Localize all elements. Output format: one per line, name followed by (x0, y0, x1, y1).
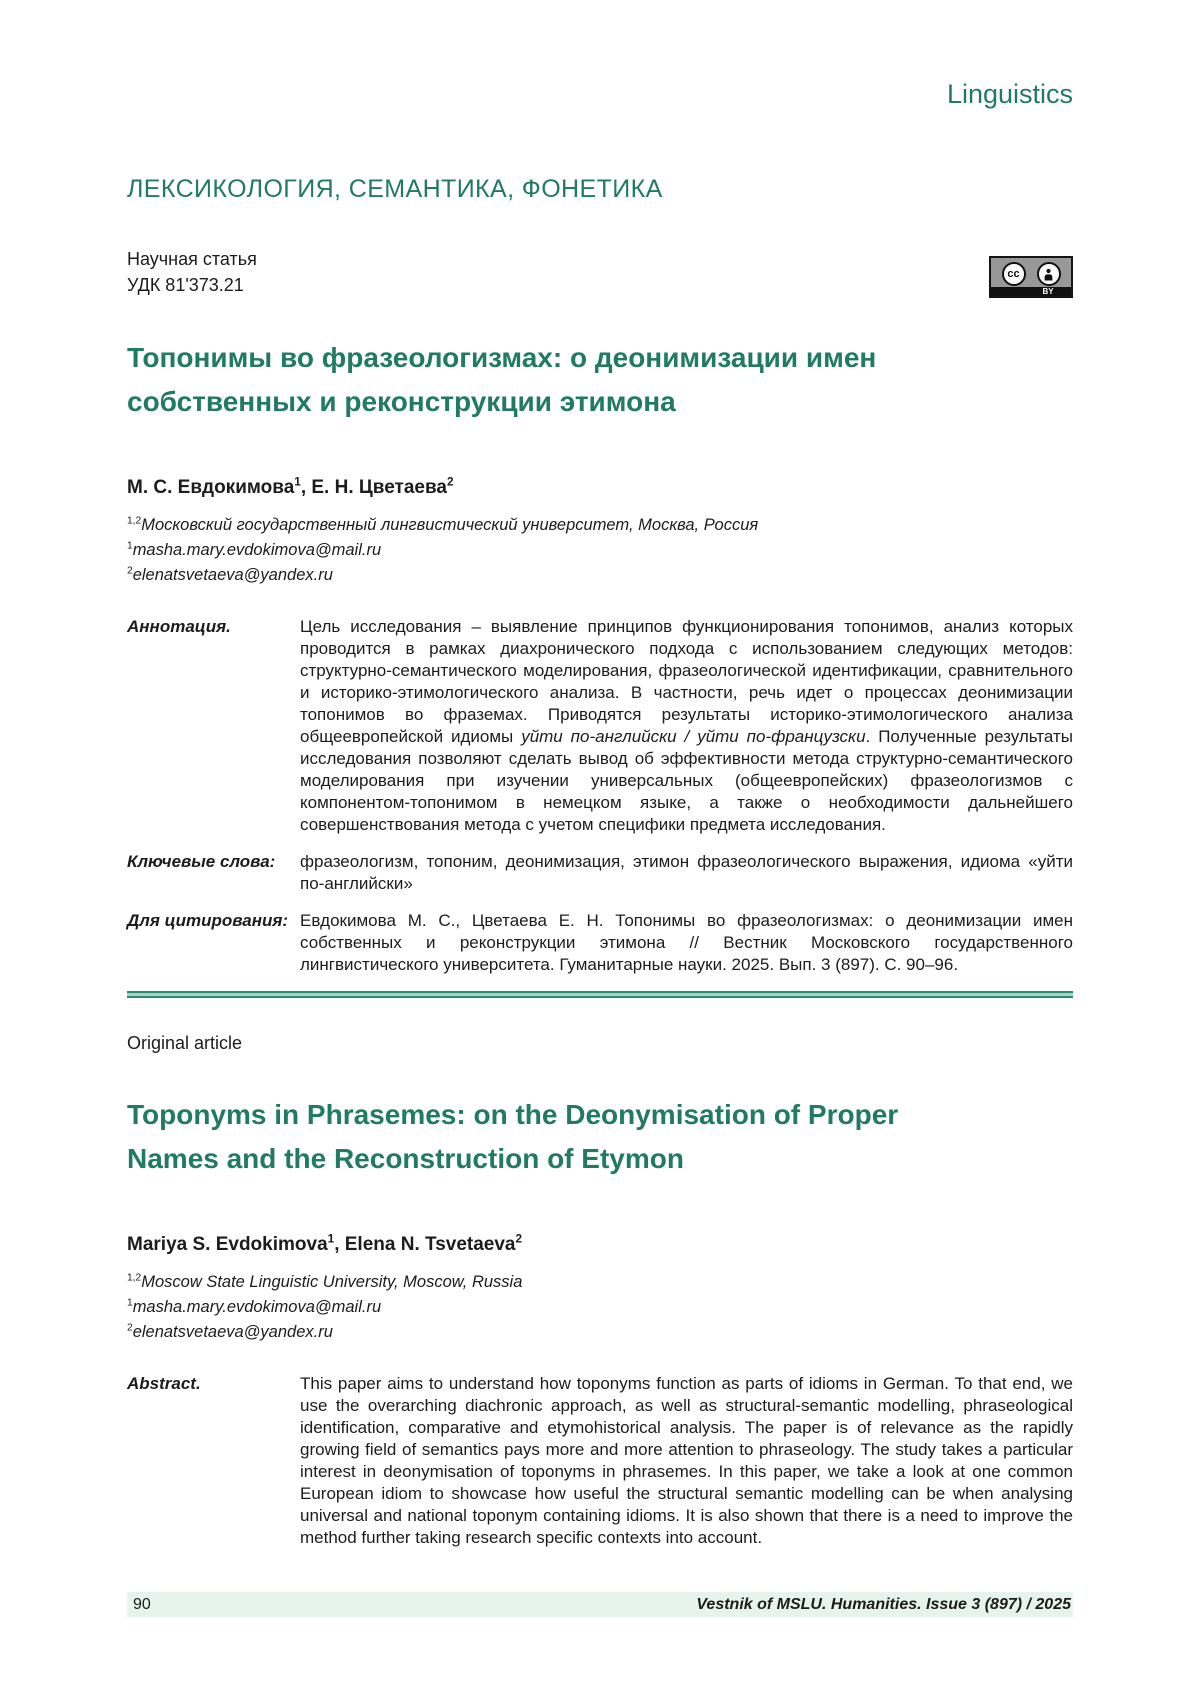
article-title-en-line1: Toponyms in Phrasemes: on the Deonymisation of Proper (127, 1099, 899, 1130)
affiliation-block-en (127, 1270, 1073, 1345)
citation-label: Для цитирования: (127, 911, 289, 930)
journal-section-label: Linguistics (946, 79, 1073, 109)
article-meta-row (127, 246, 1073, 298)
abstract-block-en (127, 1373, 1073, 1549)
affiliation-ru: $^{1,2}$Московский государственный лингвистический университет, Москва, Россия (127, 515, 759, 534)
keywords-label: Ключевые слова: (127, 852, 276, 871)
keywords-row (127, 851, 1073, 895)
section-divider (127, 991, 1073, 998)
authors-ru: М. С. Евдокимова$^1$, Е. Н. Цветаева$^2$ (127, 475, 454, 498)
abstract-row (127, 1373, 1073, 1549)
cc-by-label: BY (1042, 287, 1054, 296)
affiliation-en: $^{1,2}$Moscow State Linguistic University, Moscow, Russia (127, 1272, 523, 1291)
citation-row (127, 910, 1073, 976)
article-type-ru: Научная статья (127, 249, 257, 269)
annotation-row (127, 616, 1073, 836)
abstract-label: Abstract. (127, 1374, 201, 1393)
abstract-text: This paper aims to understand how toponyms function as parts of idioms in German. To that end, we use the overarching diachronic approach, as well as structural-semantic modelling, phraseological identification, comparative and etymohistorical analysis. The paper is of relevance as the rapidly growing field of semantics pays more and more attention to phraseology. The study takes a particular interest in deonymisation of toponyms in phrasemes. In this paper, we take a look at one common European idiom to showcase how useful the structural semantic modelling can be when analysing universal and national toponym containing idioms. It is also shown that there is a need to improve the method further taking research specific contexts into account. (300, 1374, 1073, 1547)
article-title-en (127, 1093, 1073, 1181)
affiliation-block-ru (127, 513, 1073, 588)
author-email-1: $^1$masha.mary.evdokimova@mail.ru (127, 540, 382, 559)
article-meta (127, 246, 257, 298)
cc-by-strip (991, 287, 1071, 296)
author-email-1-en: $^1$masha.mary.evdokimova@mail.ru (127, 1297, 382, 1316)
article-type-en: Original article (127, 1033, 243, 1053)
page-number: 90 (133, 1595, 151, 1613)
person-icon (1037, 262, 1061, 286)
article-title-en-line2: Names and the Reconstruction of Etymon (127, 1143, 684, 1174)
author-email-2: $^2$elenatsvetaeva@yandex.ru (127, 565, 333, 584)
keywords-text: фразеологизм, топоним, деонимизация, этимон фразеологического выражения, идиома «уйти по-английски» (300, 852, 1073, 893)
cc-by-badge (989, 256, 1073, 298)
article-title-ru-line1: Топонимы во фразеологизмах: о деонимизации имен (127, 342, 877, 373)
article-title-ru-line2: собственных и реконструкции этимона (127, 386, 676, 417)
author-email-2-en: $^2$elenatsvetaeva@yandex.ru (127, 1322, 333, 1341)
cc-icon: cc (1002, 262, 1026, 286)
page-footer (127, 1592, 1073, 1617)
abstract-block-ru (127, 616, 1073, 976)
article-title-ru (127, 336, 1073, 424)
annotation-text: Цель исследования – выявление принципов функционирования топонимов, анализ которых проводится в рамках диахронического подхода с использованием следующих методов: структурно-семантического моделирования, фразеологической идентификации, сравнительного и историко-этимологического анализа. В частности, речь идет о процессах деонимизации топонимов во фраземах. Приводятся результаты историко-этимологического анализа общеевропейской идиомы уйти по-английски / уйти по-французски. Полученные результаты исследования позволяют сделать вывод об эффективности метода структурно-семантического моделирования при изучении универсальных (общеевропейских) фразеологизмов с компонентом-топонимом в немецком языке, а также о необходимости дальнейшего совершенствования метода с учетом специфики предмета исследования. (300, 617, 1073, 834)
citation-text: Евдокимова М. С., Цветаева Е. Н. Топонимы во фразеологизмах: о деонимизации имен собственных и реконструкции этимона // Вестник Московского государственного лингвистического университета. Гуманитарные науки. 2025. Вып. 3 (897). С. 90–96. (300, 911, 1073, 974)
journal-footer-line: Vestnik of MSLU. Humanities. Issue 3 (897) / 2025 (696, 1595, 1071, 1613)
rubric-heading: ЛЕКСИКОЛОГИЯ, СЕМАНТИКА, ФОНЕТИКА (127, 175, 663, 203)
udc-code: УДК 81'373.21 (127, 275, 244, 295)
annotation-label: Аннотация. (127, 617, 231, 636)
authors-en: Mariya S. Evdokimova$^1$, Elena N. Tsvetaeva$^2$ (127, 1232, 523, 1255)
